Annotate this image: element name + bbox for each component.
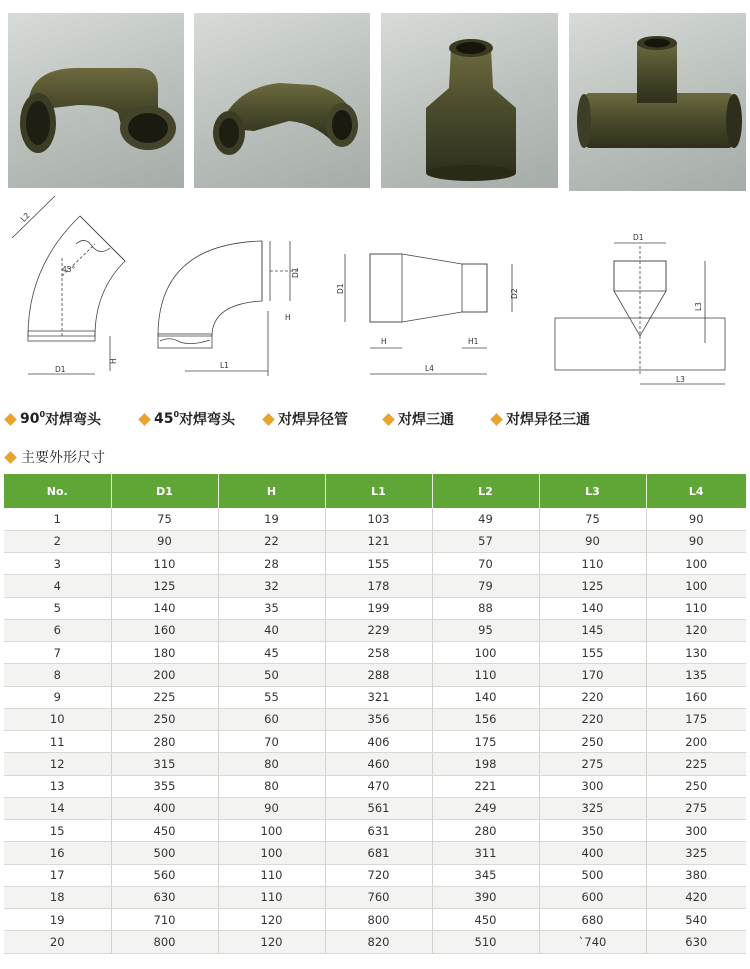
label-l3-vertical: L3 <box>694 302 703 311</box>
table-cell: 710 <box>111 909 218 931</box>
bullet-icon <box>4 451 17 464</box>
table-cell: 600 <box>539 886 646 908</box>
table-cell: 3 <box>4 553 111 575</box>
table-cell: 140 <box>111 597 218 619</box>
table-cell: 110 <box>218 864 325 886</box>
table-cell: 140 <box>432 686 539 708</box>
table-cell: 156 <box>432 708 539 730</box>
bullet-icon <box>138 413 151 426</box>
table-cell: 5 <box>4 597 111 619</box>
table-cell: 220 <box>539 686 646 708</box>
table-cell: 45 <box>218 642 325 664</box>
table-cell: 2 <box>4 530 111 552</box>
table-cell: 500 <box>111 842 218 864</box>
table-cell: 175 <box>646 708 746 730</box>
table-cell: 225 <box>111 686 218 708</box>
dimensions-table <box>4 474 746 954</box>
table-cell: 17 <box>4 864 111 886</box>
table-cell: 110 <box>111 553 218 575</box>
table-cell: 460 <box>325 753 432 775</box>
table-cell: 225 <box>646 753 746 775</box>
table-cell: 160 <box>646 686 746 708</box>
table-cell: 390 <box>432 886 539 908</box>
product-photos <box>0 13 750 188</box>
table-cell: 250 <box>111 708 218 730</box>
table-cell: 100 <box>646 553 746 575</box>
table-cell: 350 <box>539 820 646 842</box>
table-cell: 110 <box>218 886 325 908</box>
table-cell: 57 <box>432 530 539 552</box>
table-cell: 140 <box>539 597 646 619</box>
table-cell: 199 <box>325 597 432 619</box>
table-row <box>4 931 746 953</box>
table-cell: 70 <box>432 553 539 575</box>
column-header-h: H <box>218 474 325 508</box>
table-cell: 125 <box>539 575 646 597</box>
table-cell: 315 <box>111 753 218 775</box>
table-cell: 130 <box>646 642 746 664</box>
column-header-l4: L4 <box>646 474 746 508</box>
caption-tee: 对焊三通 <box>384 409 454 429</box>
table-cell: 450 <box>432 909 539 931</box>
table-cell: 55 <box>218 686 325 708</box>
table-row <box>4 642 746 664</box>
table-cell: 356 <box>325 708 432 730</box>
table-cell: 90 <box>539 530 646 552</box>
table-cell: 500 <box>539 864 646 886</box>
table-cell: 510 <box>432 931 539 953</box>
table-row <box>4 708 746 730</box>
table-cell: 470 <box>325 775 432 797</box>
table-row <box>4 619 746 641</box>
table-cell: 13 <box>4 775 111 797</box>
label-d2-reducer: D2 <box>510 288 519 299</box>
table-cell: 280 <box>111 731 218 753</box>
label-h1-reducer: H1 <box>468 337 479 346</box>
table-cell: 110 <box>646 597 746 619</box>
table-row <box>4 820 746 842</box>
table-cell: 100 <box>646 575 746 597</box>
table-cell: `740 <box>539 931 646 953</box>
table-row <box>4 508 746 530</box>
table-cell: 19 <box>4 909 111 931</box>
table-cell: 90 <box>111 530 218 552</box>
table-cell: 6 <box>4 619 111 641</box>
table-header-row <box>4 474 746 508</box>
table-cell: 100 <box>218 820 325 842</box>
table-row <box>4 731 746 753</box>
diagram-tee <box>555 243 725 384</box>
bullet-icon <box>490 413 503 426</box>
caption-reducer: 对焊异径管 <box>264 409 348 429</box>
table-cell: 400 <box>539 842 646 864</box>
table-cell: 178 <box>325 575 432 597</box>
table-cell: 630 <box>111 886 218 908</box>
product-captions <box>6 409 746 431</box>
table-cell: 90 <box>646 508 746 530</box>
table-cell: 180 <box>111 642 218 664</box>
label-h-90: H <box>285 313 291 322</box>
table-cell: 14 <box>4 797 111 819</box>
table-cell: 249 <box>432 797 539 819</box>
table-cell: 760 <box>325 886 432 908</box>
diagram-90-elbow <box>158 241 300 376</box>
table-cell: 19 <box>218 508 325 530</box>
column-header-no: No. <box>4 474 111 508</box>
table-cell: 110 <box>539 553 646 575</box>
table-cell: 121 <box>325 530 432 552</box>
photo-reducer <box>381 13 558 188</box>
table-cell: 125 <box>111 575 218 597</box>
column-header-d1: D1 <box>111 474 218 508</box>
table-cell: 170 <box>539 664 646 686</box>
table-cell: 198 <box>432 753 539 775</box>
table-cell: 79 <box>432 575 539 597</box>
section-title: 主要外形尺寸 <box>6 447 105 467</box>
table-cell: 95 <box>432 619 539 641</box>
table-cell: 355 <box>111 775 218 797</box>
label-l2: L2 <box>18 210 32 224</box>
table-cell: 49 <box>432 508 539 530</box>
column-header-l2: L2 <box>432 474 539 508</box>
table-cell: 258 <box>325 642 432 664</box>
table-cell: 18 <box>4 886 111 908</box>
table-cell: 80 <box>218 775 325 797</box>
table-cell: 540 <box>646 909 746 931</box>
photo-45-degree-elbow <box>194 13 370 188</box>
table-cell: 380 <box>646 864 746 886</box>
table-cell: 80 <box>218 753 325 775</box>
table-row <box>4 775 746 797</box>
table-row <box>4 664 746 686</box>
table-cell: 90 <box>218 797 325 819</box>
label-angle-45: 45° <box>62 265 76 274</box>
photo-tee <box>569 13 746 191</box>
table-cell: 325 <box>646 842 746 864</box>
table-cell: 250 <box>646 775 746 797</box>
table-cell: 110 <box>432 664 539 686</box>
table-cell: 288 <box>325 664 432 686</box>
table-cell: 20 <box>4 931 111 953</box>
table-cell: 311 <box>432 842 539 864</box>
table-cell: 155 <box>539 642 646 664</box>
technical-diagrams <box>0 196 750 396</box>
table-cell: 321 <box>325 686 432 708</box>
caption-45-elbow: 45 $^0$ 对焊弯头 <box>140 409 235 429</box>
table-cell: 1 <box>4 508 111 530</box>
table-cell: 75 <box>111 508 218 530</box>
table-cell: 275 <box>539 753 646 775</box>
label-l1-90: L1 <box>220 361 229 370</box>
table-cell: 100 <box>218 842 325 864</box>
bullet-icon <box>4 413 17 426</box>
table-cell: 300 <box>539 775 646 797</box>
table-cell: 120 <box>218 931 325 953</box>
table-row <box>4 909 746 931</box>
table-cell: 680 <box>539 909 646 931</box>
table-cell: 50 <box>218 664 325 686</box>
table-cell: 250 <box>539 731 646 753</box>
table-row <box>4 864 746 886</box>
table-cell: 16 <box>4 842 111 864</box>
table-cell: 120 <box>646 619 746 641</box>
table-cell: 135 <box>646 664 746 686</box>
table-cell: 40 <box>218 619 325 641</box>
table-cell: 345 <box>432 864 539 886</box>
table-cell: 88 <box>432 597 539 619</box>
caption-reducing-tee: 对焊异径三通 <box>492 409 590 429</box>
table-cell: 275 <box>646 797 746 819</box>
table-cell: 560 <box>111 864 218 886</box>
table-cell: 10 <box>4 708 111 730</box>
table-cell: 12 <box>4 753 111 775</box>
table-cell: 70 <box>218 731 325 753</box>
table-cell: 155 <box>325 553 432 575</box>
table-cell: 200 <box>111 664 218 686</box>
table-cell: 280 <box>432 820 539 842</box>
table-cell: 631 <box>325 820 432 842</box>
table-cell: 4 <box>4 575 111 597</box>
column-header-l1: L1 <box>325 474 432 508</box>
table-row <box>4 597 746 619</box>
table-row <box>4 686 746 708</box>
table-cell: 406 <box>325 731 432 753</box>
table-cell: 90 <box>646 530 746 552</box>
label-l3-horizontal: L3 <box>676 375 685 384</box>
table-cell: 420 <box>646 886 746 908</box>
table-cell: 60 <box>218 708 325 730</box>
table-cell: 450 <box>111 820 218 842</box>
table-cell: 400 <box>111 797 218 819</box>
table-cell: 35 <box>218 597 325 619</box>
diagram-45-elbow <box>12 196 125 374</box>
table-row <box>4 530 746 552</box>
table-cell: 175 <box>432 731 539 753</box>
table-row <box>4 575 746 597</box>
bullet-icon <box>382 413 395 426</box>
table-cell: 800 <box>325 909 432 931</box>
table-cell: 120 <box>218 909 325 931</box>
label-d1-reducer: D1 <box>336 283 345 294</box>
table-row <box>4 753 746 775</box>
table-cell: 720 <box>325 864 432 886</box>
table-cell: 561 <box>325 797 432 819</box>
table-cell: 9 <box>4 686 111 708</box>
table-cell: 32 <box>218 575 325 597</box>
table-cell: 630 <box>646 931 746 953</box>
photo-90-degree-elbow <box>8 13 184 188</box>
table-cell: 11 <box>4 731 111 753</box>
table-cell: 103 <box>325 508 432 530</box>
table-cell: 221 <box>432 775 539 797</box>
table-cell: 145 <box>539 619 646 641</box>
label-h-reducer: H <box>381 337 387 346</box>
diagram-reducer <box>345 254 512 374</box>
table-cell: 8 <box>4 664 111 686</box>
bullet-icon <box>262 413 275 426</box>
table-row <box>4 797 746 819</box>
table-cell: 325 <box>539 797 646 819</box>
table-cell: 820 <box>325 931 432 953</box>
table-cell: 300 <box>646 820 746 842</box>
table-cell: 229 <box>325 619 432 641</box>
caption-90-elbow: 90 $^0$ 对焊弯头 <box>6 409 101 429</box>
label-d1-90: D1 <box>291 267 300 278</box>
table-cell: 681 <box>325 842 432 864</box>
label-d1-45: D1 <box>55 365 66 374</box>
table-cell: 15 <box>4 820 111 842</box>
label-h-45: H <box>109 358 118 364</box>
table-row <box>4 886 746 908</box>
table-row <box>4 842 746 864</box>
label-d1-tee: D1 <box>633 233 644 242</box>
table-cell: 7 <box>4 642 111 664</box>
table-cell: 75 <box>539 508 646 530</box>
table-cell: 200 <box>646 731 746 753</box>
table-cell: 22 <box>218 530 325 552</box>
table-cell: 220 <box>539 708 646 730</box>
table-cell: 160 <box>111 619 218 641</box>
table-cell: 100 <box>432 642 539 664</box>
label-l4-reducer: L4 <box>425 364 434 373</box>
table-cell: 800 <box>111 931 218 953</box>
table-cell: 28 <box>218 553 325 575</box>
table-row <box>4 553 746 575</box>
column-header-l3: L3 <box>539 474 646 508</box>
